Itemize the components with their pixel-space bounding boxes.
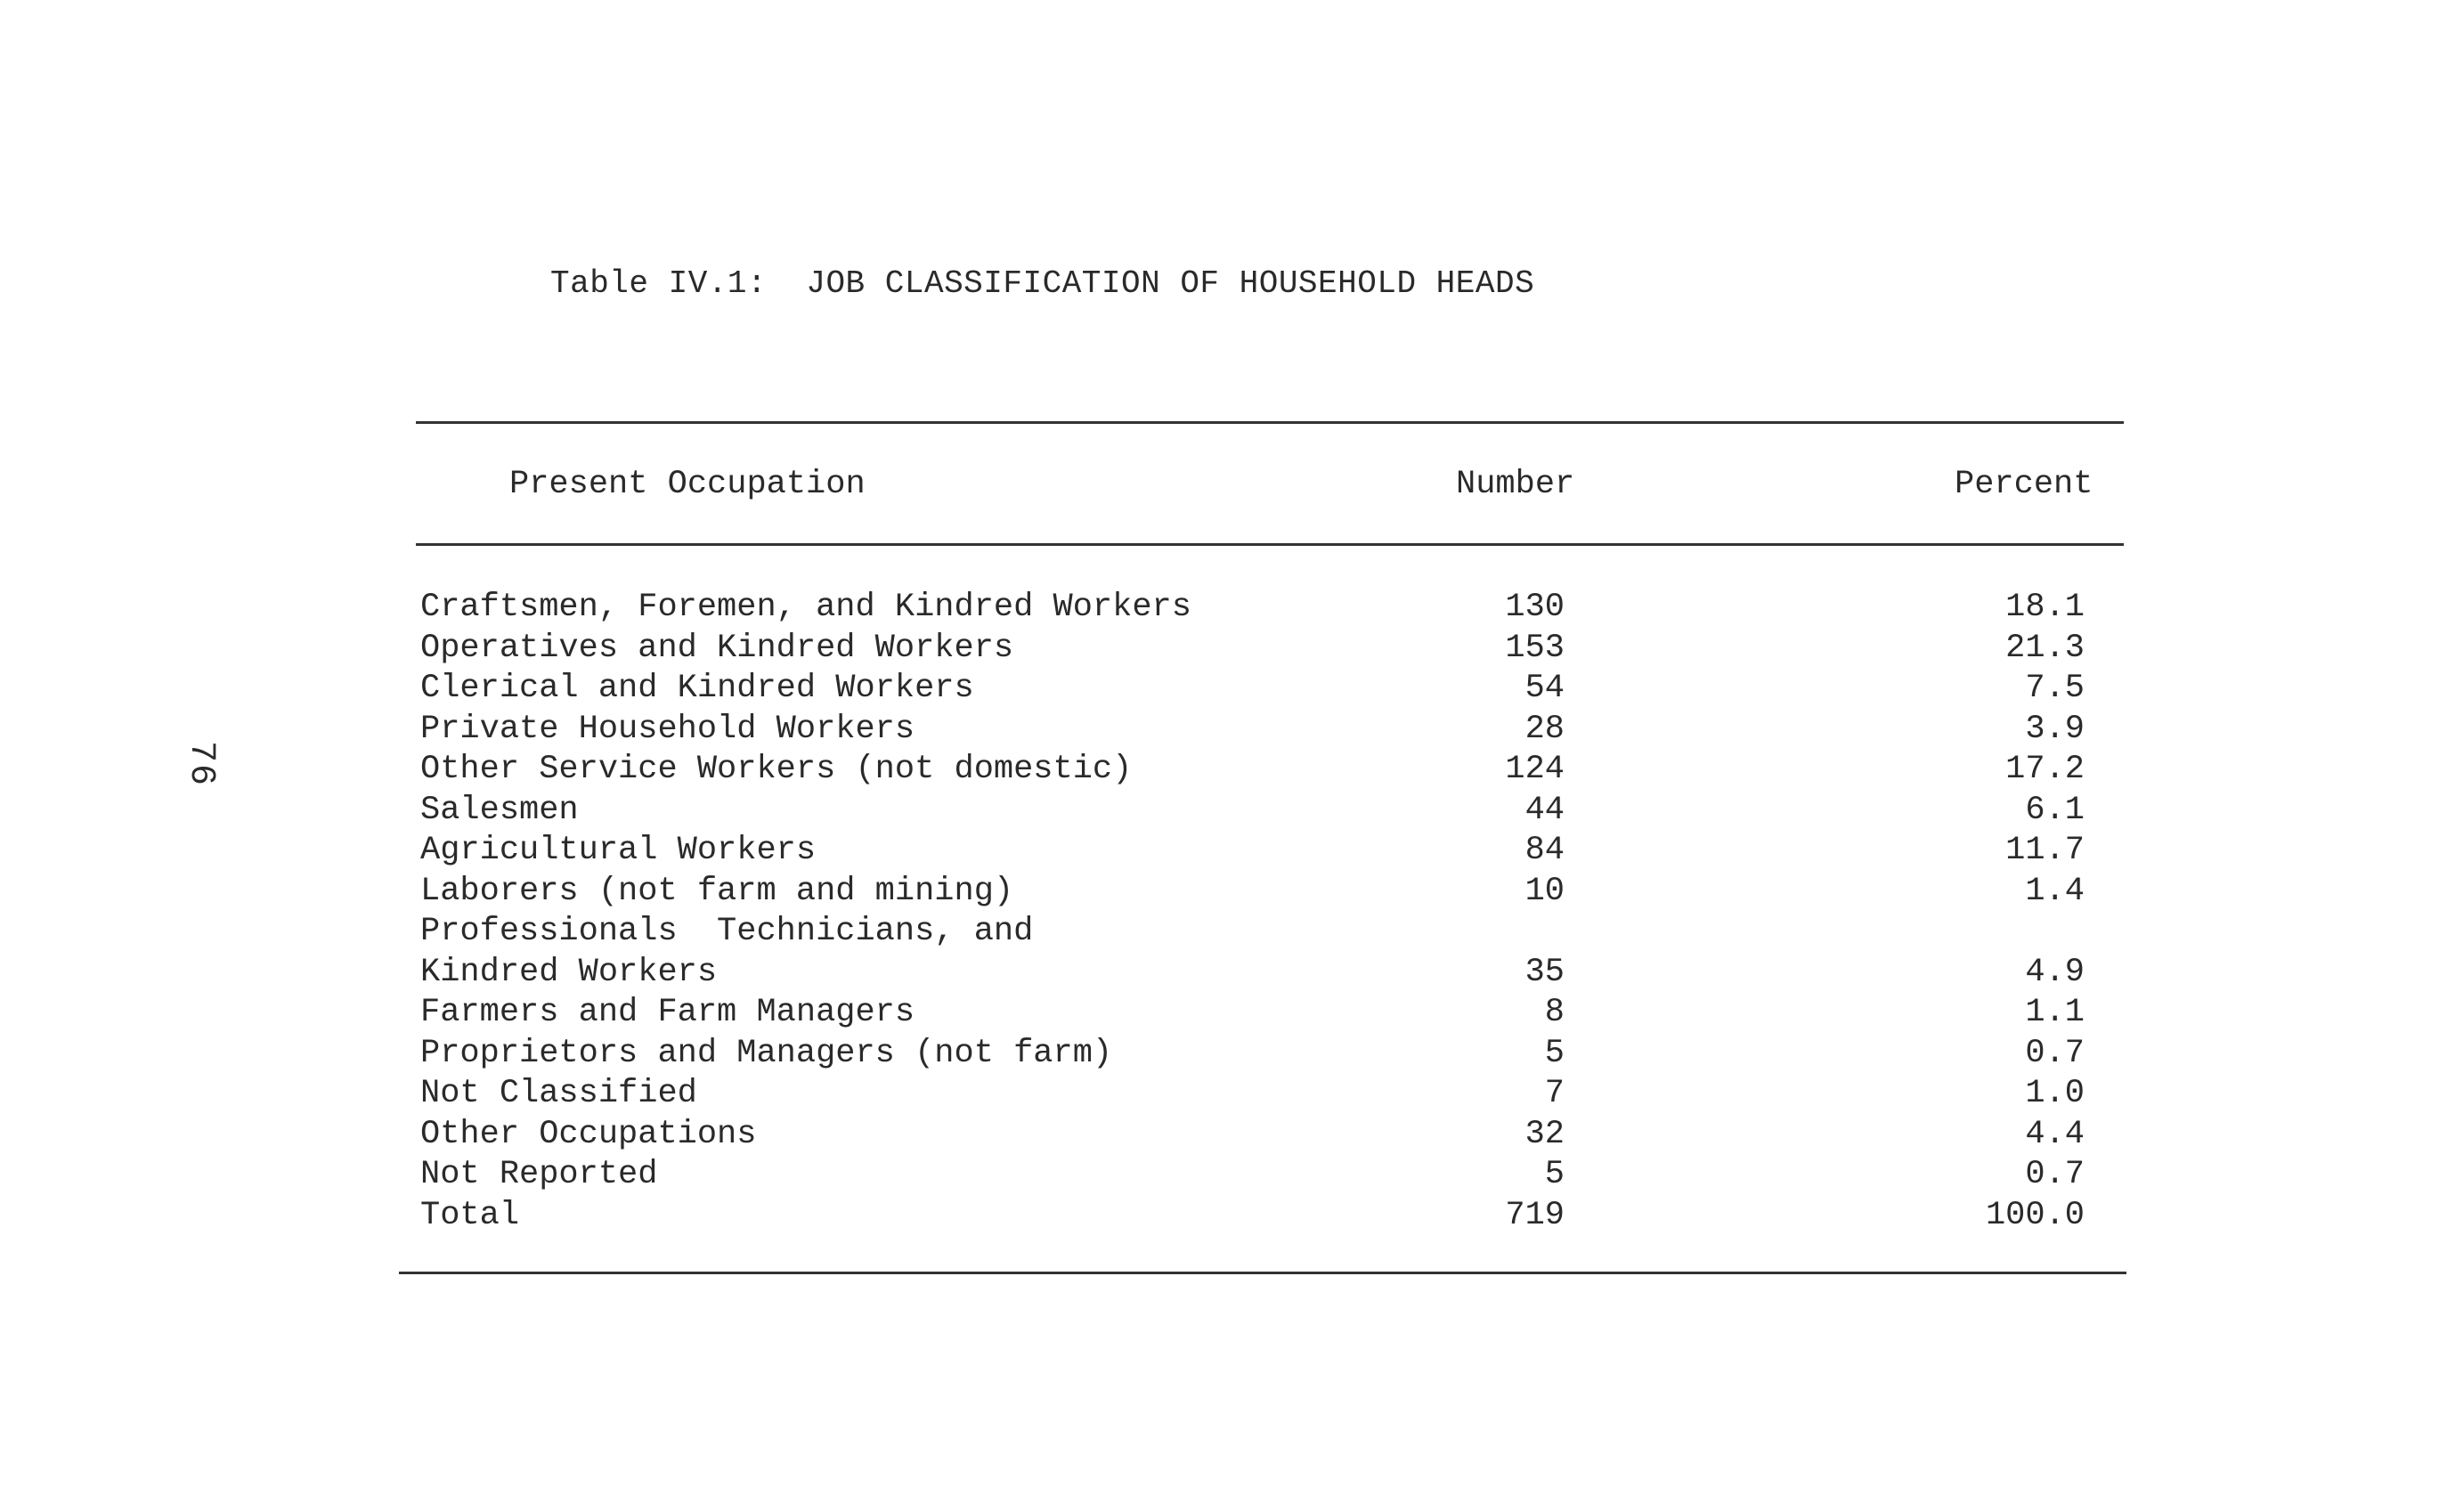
percent-cell: 3.9 xyxy=(2025,710,2085,748)
number-cell: 5 xyxy=(1544,1034,1565,1072)
percent-cell: 100.0 xyxy=(1985,1196,2085,1234)
table-row xyxy=(0,912,2439,953)
percent-cell: 21.3 xyxy=(2005,629,2085,667)
table-top-rule xyxy=(416,421,2124,424)
table-row xyxy=(0,1115,2439,1156)
table-row xyxy=(0,831,2439,872)
occupation-cell: Other Service Workers (not domestic) xyxy=(420,751,1133,788)
number-cell: 35 xyxy=(1524,953,1565,991)
number-cell: 153 xyxy=(1505,629,1565,667)
occupation-cell: Agricultural Workers xyxy=(420,832,817,869)
occupation-cell: Professionals Technicians, and xyxy=(420,913,1034,950)
table-title: Table IV.1: JOB CLASSIFICATION OF HOUSEHOLD HEADS xyxy=(550,265,1535,302)
occupation-cell: Farmers and Farm Managers xyxy=(420,994,915,1031)
table-row xyxy=(0,1034,2439,1075)
number-cell: 719 xyxy=(1505,1196,1565,1234)
number-cell: 28 xyxy=(1524,710,1565,748)
number-cell: 54 xyxy=(1524,670,1565,707)
percent-cell: 0.7 xyxy=(2025,1034,2085,1072)
table-row xyxy=(0,1196,2439,1237)
table-row xyxy=(0,750,2439,791)
percent-cell: 1.1 xyxy=(2025,994,2085,1031)
table-row xyxy=(0,953,2439,994)
percent-cell: 4.4 xyxy=(2025,1115,2085,1153)
table-row xyxy=(0,588,2439,629)
column-header-number: Number xyxy=(1456,466,1575,503)
occupation-cell: Salesmen xyxy=(420,791,579,829)
percent-cell: 7.5 xyxy=(2025,670,2085,707)
page-number: 76 xyxy=(181,741,221,788)
number-cell: 7 xyxy=(1544,1075,1565,1112)
table-row xyxy=(0,872,2439,913)
number-cell: 44 xyxy=(1524,791,1565,829)
percent-cell: 0.7 xyxy=(2025,1156,2085,1193)
table-row xyxy=(0,1155,2439,1196)
table-row xyxy=(0,710,2439,751)
occupation-cell: Private Household Workers xyxy=(420,710,915,748)
number-cell: 130 xyxy=(1505,589,1565,626)
occupation-cell: Laborers (not farm and mining) xyxy=(420,872,1014,910)
occupation-cell: Not Classified xyxy=(420,1075,697,1112)
occupation-cell: Kindred Workers xyxy=(420,953,718,991)
occupation-cell: Total xyxy=(420,1196,520,1234)
table-header-rule xyxy=(416,543,2124,546)
number-cell: 8 xyxy=(1544,994,1565,1031)
occupation-cell: Operatives and Kindred Workers xyxy=(420,629,1014,667)
number-cell: 84 xyxy=(1524,832,1565,869)
number-cell: 124 xyxy=(1505,751,1565,788)
number-cell: 32 xyxy=(1524,1115,1565,1153)
table-row xyxy=(0,669,2439,710)
occupation-cell: Clerical and Kindred Workers xyxy=(420,670,974,707)
column-header-occupation: Present Occupation xyxy=(509,466,866,503)
occupation-cell: Not Reported xyxy=(420,1156,658,1193)
percent-cell: 11.7 xyxy=(2005,832,2085,869)
table-row xyxy=(0,791,2439,832)
table-row xyxy=(0,629,2439,670)
occupation-cell: Proprietors and Managers (not farm) xyxy=(420,1034,1113,1072)
percent-cell: 1.4 xyxy=(2025,872,2085,910)
occupation-cell: Other Occupations xyxy=(420,1115,757,1153)
percent-cell: 1.0 xyxy=(2025,1075,2085,1112)
column-header-percent: Percent xyxy=(1955,466,2093,503)
percent-cell: 4.9 xyxy=(2025,953,2085,991)
table-row xyxy=(0,993,2439,1034)
percent-cell: 17.2 xyxy=(2005,751,2085,788)
occupation-cell: Craftsmen, Foremen, and Kindred Workers xyxy=(420,589,1191,626)
percent-cell: 18.1 xyxy=(2005,589,2085,626)
table-row xyxy=(0,1074,2439,1115)
table-bottom-rule xyxy=(399,1272,2126,1274)
number-cell: 10 xyxy=(1524,872,1565,910)
number-cell: 5 xyxy=(1544,1156,1565,1193)
percent-cell: 6.1 xyxy=(2025,791,2085,829)
table-body xyxy=(0,588,2439,1236)
